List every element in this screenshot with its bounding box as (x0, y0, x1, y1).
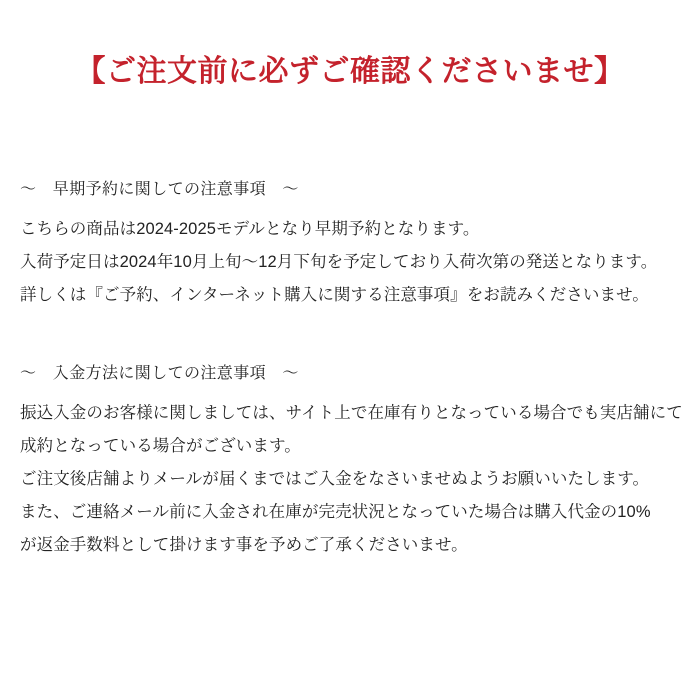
section-line: こちらの商品は2024-2025モデルとなり早期予約となります。 (20, 220, 480, 238)
section-heading-payment-method: 〜 入金方法に関しての注意事項 〜 (20, 365, 299, 382)
section-heading-early-reservation: 〜 早期予約に関しての注意事項 〜 (20, 181, 299, 198)
section-line: ご注文後店舗よりメールが届くまではご入金をなさいませぬようお願いいたします。 (20, 470, 650, 488)
section-line: が返金手数料として掛けます事を予めご了承くださいませ。 (20, 536, 468, 554)
section-early-reservation (20, 176, 690, 312)
section-line: 入荷予定日は2024年10月上旬〜12月下旬を予定しており入荷次第の発送となります。 (20, 253, 658, 271)
section-line: 詳しくは『ご予約、インターネット購入に関する注意事項』をお読みくださいませ。 (20, 286, 649, 304)
section-payment-method (20, 360, 690, 562)
section-line: また、ご連絡メール前に入金され在庫が完売状況となっていた場合は購入代金の10% (20, 503, 651, 521)
section-line: 振込入金のお客様に関しましては、サイト上で在庫有りとなっている場合でも実店舗にて (20, 404, 683, 422)
section-line: 成約となっている場合がございます。 (20, 437, 301, 455)
page-title: 【ご注文前に必ずご確認くださいませ】 (75, 55, 625, 88)
